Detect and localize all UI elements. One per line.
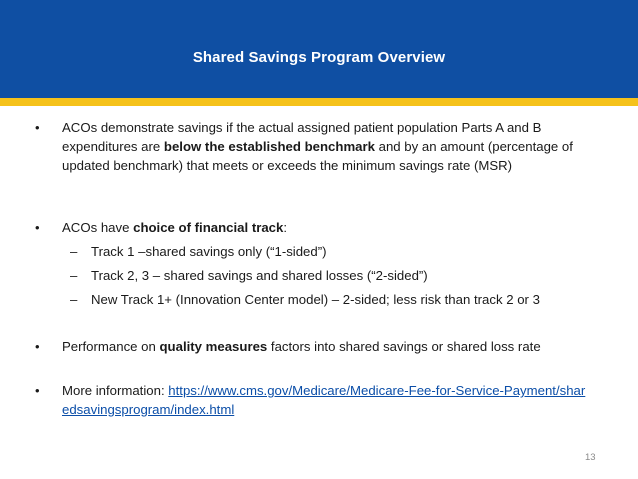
page-number: 13	[585, 452, 596, 463]
bullet-quality-measures	[35, 337, 602, 356]
bullet-financial-track	[35, 218, 602, 237]
cms-shared-savings-link[interactable]: https://www.cms.gov/Medicare/Medicare-Fee-for-Service-Payment/sharedsavingsprogram/index.html	[62, 383, 586, 417]
bullet-symbol: •	[35, 120, 40, 135]
sub-bullet-track-1-plus	[70, 290, 611, 309]
bullet-text-post: factors into shared savings or shared loss rate	[267, 339, 541, 354]
bullet-symbol: •	[35, 339, 40, 354]
bullet-text-bold: below the established benchmark	[163, 139, 375, 154]
sub-bullet-track-2-3	[70, 266, 611, 285]
sub-bullet-text: New Track 1+ (Innovation Center model) – 2-sided; less risk than track 2 or 3	[91, 292, 540, 307]
slide-title: Shared Savings Program Overview	[192, 49, 446, 66]
bullet-text-pre: ACOs have	[62, 220, 134, 235]
bullet-more-information	[35, 381, 592, 419]
sub-bullet-symbol: –	[70, 244, 78, 259]
title-bar-stripe	[0, 98, 638, 106]
sub-bullet-track-1	[70, 242, 611, 261]
bullet-text-post: :	[283, 220, 288, 235]
bullet-text-bold: choice of financial track	[133, 220, 284, 235]
bullet-text-pre: Performance on	[62, 339, 160, 354]
bullet-symbol: •	[35, 383, 40, 398]
bullet-text-pre: More information:	[62, 383, 169, 398]
sub-bullet-symbol: –	[70, 292, 78, 307]
bullet-symbol: •	[35, 220, 40, 235]
bullet-text-pre: ACOs demonstrate savings if the actual assigned patient population Parts A and B expenditures are	[62, 120, 542, 154]
bullet-savings	[35, 118, 602, 175]
sub-bullet-text: Track 1 –shared savings only (“1-sided”)	[91, 244, 327, 259]
sub-bullet-symbol: –	[70, 268, 78, 283]
bullet-text-post: and by an amount (percentage of updated benchmark) that meets or exceeds the minimum savings rate (MSR)	[62, 139, 573, 173]
sub-bullet-text: Track 2, 3 – shared savings and shared losses (“2-sided”)	[91, 268, 428, 283]
bullet-text-bold: quality measures	[159, 339, 268, 354]
